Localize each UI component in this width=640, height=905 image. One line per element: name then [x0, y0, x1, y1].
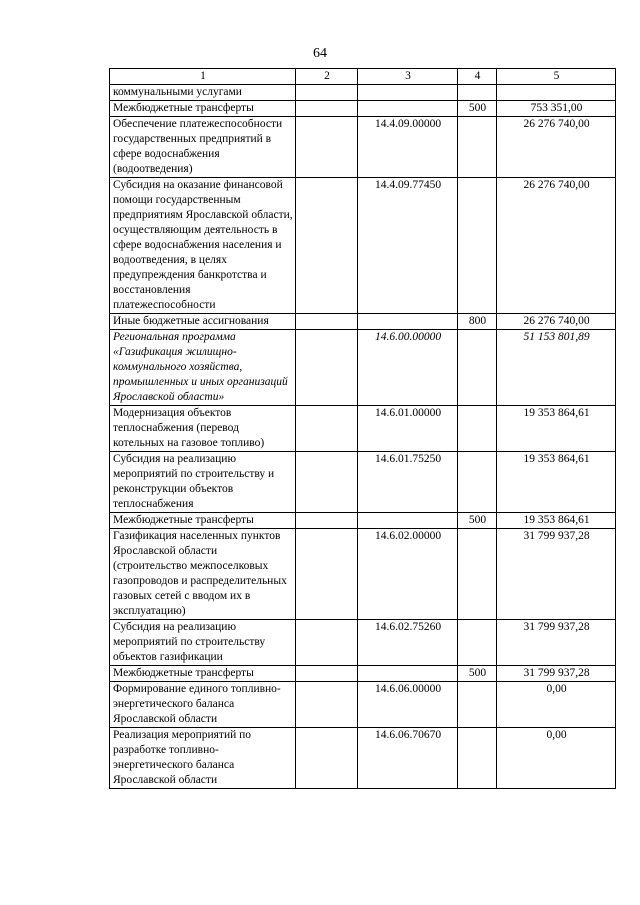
cell-col2: [296, 330, 358, 406]
cell-name: Межбюджетные трансферты: [110, 666, 296, 682]
cell-name: Формирование единого топливно-энергетического баланса Ярославской области: [110, 682, 296, 728]
cell-target-code: [358, 513, 458, 529]
cell-amount: 26 276 740,00: [497, 178, 616, 314]
cell-expense-type: [458, 117, 497, 178]
cell-name: Межбюджетные трансферты: [110, 513, 296, 529]
cell-name: Региональная программа «Газификация жилищно-коммунального хозяйства, промышленных и иных организаций Ярославской области»: [110, 330, 296, 406]
table-body: [110, 85, 616, 789]
table-row: [110, 314, 616, 330]
cell-expense-type: 500: [458, 101, 497, 117]
cell-target-code: 14.4.09.00000: [358, 117, 458, 178]
cell-name: Субсидия на оказание финансовой помощи государственным предприятиям Ярославской области, осуществляющим деятельность в сфере водоснабжения населения и водоотведения, в целях предупреждения банкротства и восстановления платежеспособности: [110, 178, 296, 314]
cell-name: Субсидия на реализацию мероприятий по строительству и реконструкции объектов теплоснабжения: [110, 452, 296, 513]
cell-expense-type: [458, 178, 497, 314]
column-header-3: 3: [358, 69, 458, 85]
table-row: [110, 330, 616, 406]
cell-name: Обеспечение платежеспособности государственных предприятий в сфере водоснабжения (водоотведения): [110, 117, 296, 178]
cell-target-code: [358, 85, 458, 101]
cell-target-code: [358, 666, 458, 682]
cell-target-code: 14.6.02.00000: [358, 529, 458, 620]
table-row: [110, 529, 616, 620]
cell-expense-type: 500: [458, 513, 497, 529]
cell-target-code: 14.4.09.77450: [358, 178, 458, 314]
cell-target-code: 14.6.00.00000: [358, 330, 458, 406]
table-row: [110, 85, 616, 101]
cell-expense-type: 500: [458, 666, 497, 682]
table-row: [110, 513, 616, 529]
cell-col2: [296, 513, 358, 529]
column-header-1: 1: [110, 69, 296, 85]
cell-expense-type: [458, 452, 497, 513]
cell-amount: 19 353 864,61: [497, 406, 616, 452]
cell-amount: 26 276 740,00: [497, 117, 616, 178]
cell-expense-type: [458, 85, 497, 101]
cell-col2: [296, 178, 358, 314]
cell-amount: 51 153 801,89: [497, 330, 616, 406]
cell-expense-type: [458, 620, 497, 666]
table-row: [110, 666, 616, 682]
cell-amount: 26 276 740,00: [497, 314, 616, 330]
table-header-row: [110, 69, 616, 85]
column-header-2: 2: [296, 69, 358, 85]
table-row: [110, 682, 616, 728]
cell-amount: 31 799 937,28: [497, 620, 616, 666]
cell-name: Межбюджетные трансферты: [110, 101, 296, 117]
cell-target-code: [358, 101, 458, 117]
cell-expense-type: [458, 728, 497, 789]
cell-target-code: 14.6.02.75260: [358, 620, 458, 666]
cell-col2: [296, 117, 358, 178]
cell-name: Реализация мероприятий по разработке топливно-энергетического баланса Ярославской области: [110, 728, 296, 789]
cell-col2: [296, 314, 358, 330]
cell-col2: [296, 529, 358, 620]
page-number: 64: [313, 46, 327, 61]
cell-expense-type: [458, 682, 497, 728]
cell-amount: 31 799 937,28: [497, 529, 616, 620]
cell-target-code: 14.6.01.75250: [358, 452, 458, 513]
cell-expense-type: [458, 529, 497, 620]
cell-target-code: 14.6.06.00000: [358, 682, 458, 728]
table-row: [110, 728, 616, 789]
cell-expense-type: 800: [458, 314, 497, 330]
cell-name: Модернизация объектов теплоснабжения (перевод котельных на газовое топливо): [110, 406, 296, 452]
cell-amount: 31 799 937,28: [497, 666, 616, 682]
cell-col2: [296, 682, 358, 728]
budget-table: [109, 68, 616, 789]
cell-amount: 19 353 864,61: [497, 452, 616, 513]
cell-name: Газификация населенных пунктов Ярославской области (строительство межпоселковых газопроводов и распределительных газовых сетей с вводом их в эксплуатацию): [110, 529, 296, 620]
cell-target-code: 14.6.06.70670: [358, 728, 458, 789]
table-row: [110, 620, 616, 666]
cell-name: коммунальными услугами: [110, 85, 296, 101]
cell-amount: 19 353 864,61: [497, 513, 616, 529]
cell-expense-type: [458, 330, 497, 406]
cell-name: Иные бюджетные ассигнования: [110, 314, 296, 330]
cell-col2: [296, 452, 358, 513]
cell-col2: [296, 620, 358, 666]
cell-col2: [296, 101, 358, 117]
table-row: [110, 452, 616, 513]
cell-col2: [296, 728, 358, 789]
cell-amount: 0,00: [497, 728, 616, 789]
table-row: [110, 117, 616, 178]
cell-target-code: 14.6.01.00000: [358, 406, 458, 452]
column-header-4: 4: [458, 69, 497, 85]
column-header-5: 5: [497, 69, 616, 85]
cell-name: Субсидия на реализацию мероприятий по строительству объектов газификации: [110, 620, 296, 666]
cell-col2: [296, 85, 358, 101]
table-row: [110, 101, 616, 117]
cell-amount: 0,00: [497, 682, 616, 728]
table-row: [110, 406, 616, 452]
cell-amount: 753 351,00: [497, 101, 616, 117]
cell-amount: [497, 85, 616, 101]
cell-target-code: [358, 314, 458, 330]
table-row: [110, 178, 616, 314]
cell-col2: [296, 666, 358, 682]
cell-expense-type: [458, 406, 497, 452]
cell-col2: [296, 406, 358, 452]
